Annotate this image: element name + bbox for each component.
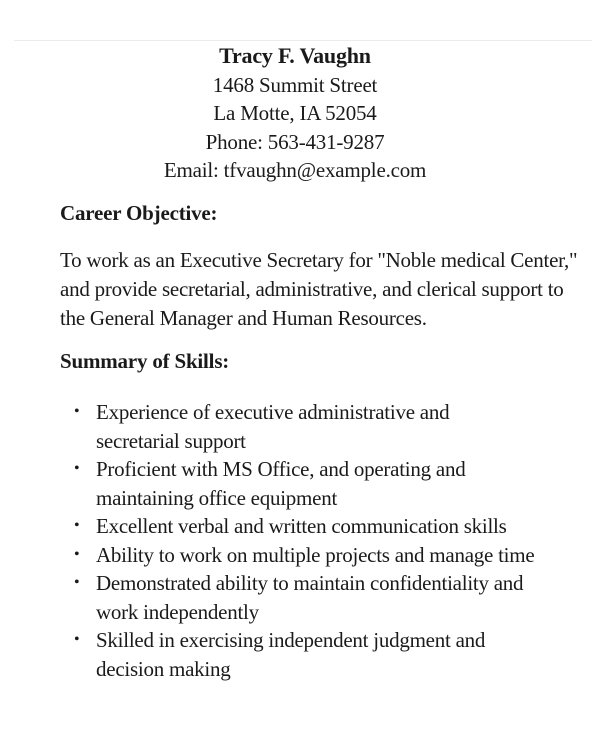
bullet-icon: • [74, 517, 80, 534]
skill-text: Skilled in exercising independent judgment and decision making [96, 628, 486, 681]
bullet-icon: • [74, 631, 80, 648]
objective-line: To work as an Executive Secretary for "Noble medical Center," [60, 248, 578, 272]
skill-text: Demonstrated ability to maintain confidentiality and work independently [96, 571, 524, 624]
list-item [60, 541, 536, 570]
career-objective-text [60, 246, 578, 333]
applicant-name: Tracy F. Vaughn [219, 43, 371, 68]
list-item [60, 455, 536, 512]
bullet-icon: • [74, 460, 80, 477]
street-address: 1468 Summit Street [212, 72, 378, 97]
summary-of-skills-heading: Summary of Skills: [60, 349, 230, 373]
bullet-icon: • [74, 545, 80, 563]
objective-line: and provide secretarial, administrative, and clerical support to [60, 277, 564, 301]
skills-list [60, 398, 550, 683]
objective-line: the General Manager and Human Resources. [60, 306, 427, 330]
bullet-icon: • [74, 403, 80, 420]
skill-text: Ability to work on multiple projects and manage time [96, 542, 535, 567]
list-item [60, 626, 536, 683]
city-state-zip: La Motte, IA 52054 [213, 101, 377, 125]
skill-text: Experience of executive administrative and secretarial support [96, 400, 450, 453]
bullet-icon: • [74, 574, 80, 591]
skill-text: Excellent verbal and written communication skills [96, 514, 507, 538]
list-item [60, 569, 536, 626]
career-objective-heading: Career Objective: [60, 201, 218, 225]
contact-block [0, 42, 590, 185]
email-address: Email: tfvaughn@example.com [163, 158, 427, 182]
phone-number: Phone: 563-431-9287 [205, 129, 385, 154]
list-item [60, 398, 536, 455]
top-divider [14, 40, 592, 41]
list-item [60, 512, 536, 541]
skill-text: Proficient with MS Office, and operating and maintaining office equipment [96, 457, 466, 510]
